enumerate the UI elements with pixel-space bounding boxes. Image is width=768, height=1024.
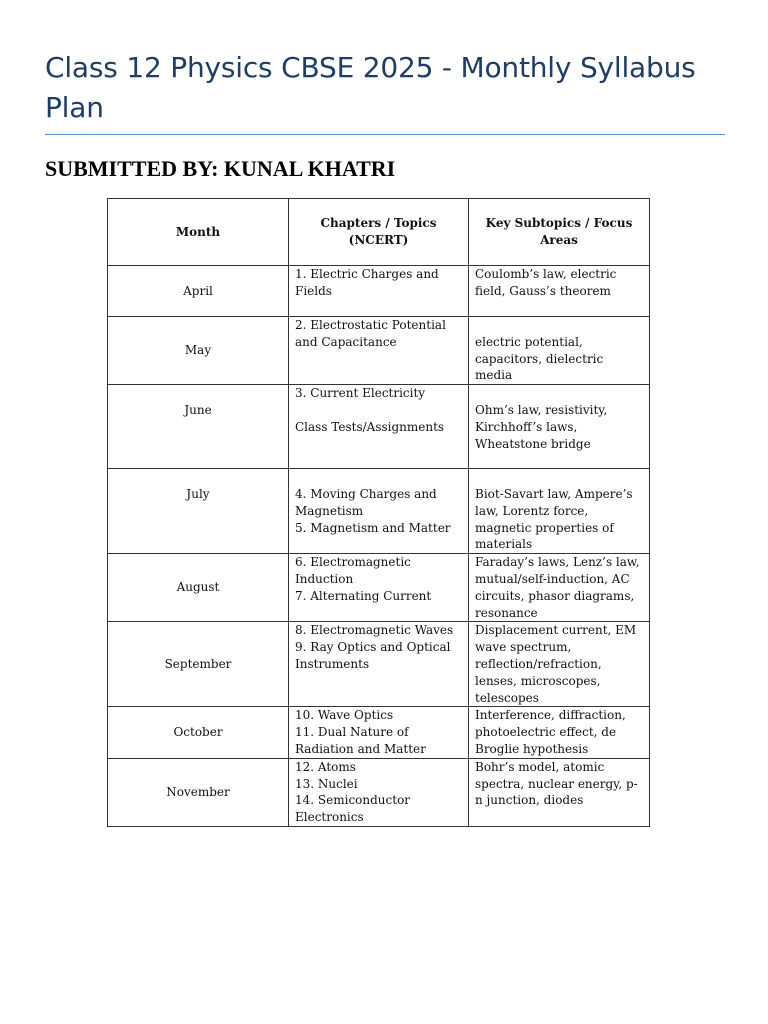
chapters-cell <box>289 622 469 707</box>
table-header-row <box>108 199 650 266</box>
table-row <box>108 554 650 622</box>
chapters-cell <box>289 707 469 758</box>
chapter-item: 5. Magnetism and Matter <box>295 520 451 535</box>
chapter-item: 11. Dual Nature of Radiation and Matter <box>295 725 426 756</box>
month-cell: August <box>108 554 289 622</box>
table-row <box>108 385 650 469</box>
chapter-item: 1. Electric Charges and Fields <box>295 267 439 298</box>
month-cell: April <box>108 266 289 317</box>
subtopics-cell: Coulomb’s law, electric field, Gauss’s theorem <box>469 266 650 317</box>
header-subtopics: Key Subtopics / Focus Areas <box>469 199 650 266</box>
month-cell <box>108 469 289 554</box>
table-row <box>108 758 650 826</box>
month-cell: November <box>108 758 289 826</box>
table-row <box>108 317 650 385</box>
month-cell: September <box>108 622 289 707</box>
month-cell <box>108 385 289 469</box>
chapter-item: 2. Electrostatic Potential and Capacitance <box>295 318 446 349</box>
chapter-item: 9. Ray Optics and Optical Instruments <box>295 640 451 671</box>
subtopics-cell <box>469 385 650 469</box>
header-month: Month <box>108 199 289 266</box>
chapter-item: 3. Current Electricity <box>295 386 426 401</box>
chapter-item: Class Tests/Assignments <box>295 419 445 434</box>
table-row <box>108 707 650 758</box>
table-row <box>108 622 650 707</box>
chapter-item: 12. Atoms <box>295 759 356 774</box>
chapters-cell <box>289 317 469 385</box>
chapters-cell <box>289 469 469 554</box>
table-row <box>108 266 650 317</box>
chapter-item: 10. Wave Optics <box>295 708 394 723</box>
subtopics-cell <box>469 317 650 385</box>
month-label: July <box>186 486 210 501</box>
chapter-item: 7. Alternating Current <box>295 588 432 603</box>
subtopics-text: Biot-Savart law, Ampere’s law, Lorentz force, magnetic properties of materials <box>475 486 633 552</box>
subtopics-text: Ohm’s law, resistivity, Kirchhoff’s laws, Wheatstone bridge <box>475 402 608 451</box>
chapter-item: 6. Electromagnetic Induction <box>295 555 411 586</box>
chapter-item: 14. Semiconductor Electronics <box>295 793 411 825</box>
subtopics-cell: Faraday’s laws, Lenz’s law, mutual/self-induction, AC circuits, phasor diagrams, resonance <box>469 554 650 622</box>
subtopics-cell: Displacement current, EM wave spectrum, reflection/refraction, lenses, microscopes, telescopes <box>469 622 650 707</box>
document-title: Class 12 Physics CBSE 2025 - Monthly Syllabus Plan <box>45 51 696 124</box>
title-underline <box>45 134 725 135</box>
month-cell: October <box>108 707 289 758</box>
header-chapters: Chapters / Topics (NCERT) <box>289 199 469 266</box>
chapter-item: 8. Electromagnetic Waves <box>295 623 454 638</box>
chapters-cell <box>289 554 469 622</box>
table-row <box>108 469 650 554</box>
subtopics-text: electric potential, capacitors, dielectric media <box>475 334 604 383</box>
subtopics-cell <box>469 469 650 554</box>
month-label: June <box>184 402 212 417</box>
chapters-cell <box>289 266 469 317</box>
syllabus-table <box>107 198 650 827</box>
chapters-cell <box>289 385 469 469</box>
month-cell: May <box>108 317 289 385</box>
subtopics-cell: Interference, diffraction, photoelectric effect, de Broglie hypothesis <box>469 707 650 758</box>
chapter-item: 4. Moving Charges and Magnetism <box>295 486 437 518</box>
submitted-by-heading: SUBMITTED BY: KUNAL KHATRI <box>45 156 396 181</box>
chapter-item: 13. Nuclei <box>295 776 358 791</box>
subtopics-cell: Bohr’s model, atomic spectra, nuclear energy, p-n junction, diodes <box>469 758 650 826</box>
chapters-cell <box>289 758 469 826</box>
